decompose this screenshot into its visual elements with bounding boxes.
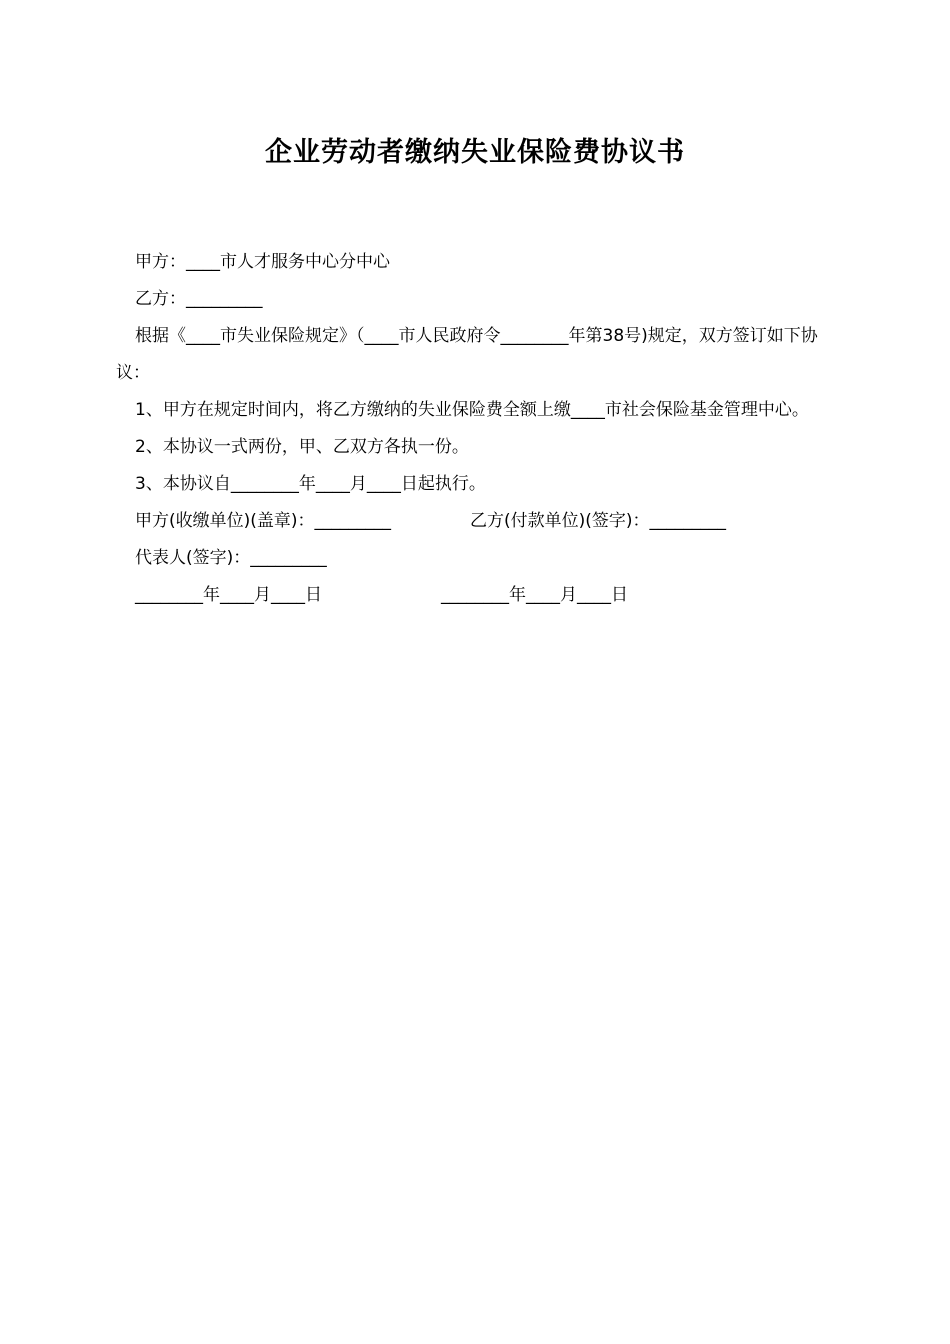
representative-signature: 代表人(签字)：_________ — [135, 548, 327, 568]
party-b-date: ________年____月____日 — [441, 585, 628, 605]
signature-row — [116, 503, 838, 540]
party-b-line: 乙方：_________ — [135, 289, 263, 309]
date-row — [116, 577, 838, 614]
party-a-signature: 甲方(收缴单位)(盖章)：_________ — [135, 511, 392, 531]
party-a-line: 甲方：____市人才服务中心分中心 — [135, 252, 390, 272]
clause-3: 3、本协议自________年____月____日起执行。 — [135, 474, 486, 494]
clause-1: 1、甲方在规定时间内，将乙方缴纳的失业保险费全额上缴____市社会保险基金管理中心。 — [135, 400, 809, 420]
clause-2: 2、本协议一式两份，甲、乙双方各执一份。 — [135, 437, 469, 457]
document-body — [116, 244, 838, 614]
preamble-paragraph: 根据《____市失业保险规定》（____市人民政府令________年第38号)规定，双方签订如下协议： — [116, 326, 818, 383]
party-b-signature: 乙方(付款单位)(签字)：_________ — [470, 511, 727, 531]
document-title: 企业劳动者缴纳失业保险费协议书 — [265, 137, 685, 168]
party-a-date: ________年____月____日 — [135, 585, 322, 605]
